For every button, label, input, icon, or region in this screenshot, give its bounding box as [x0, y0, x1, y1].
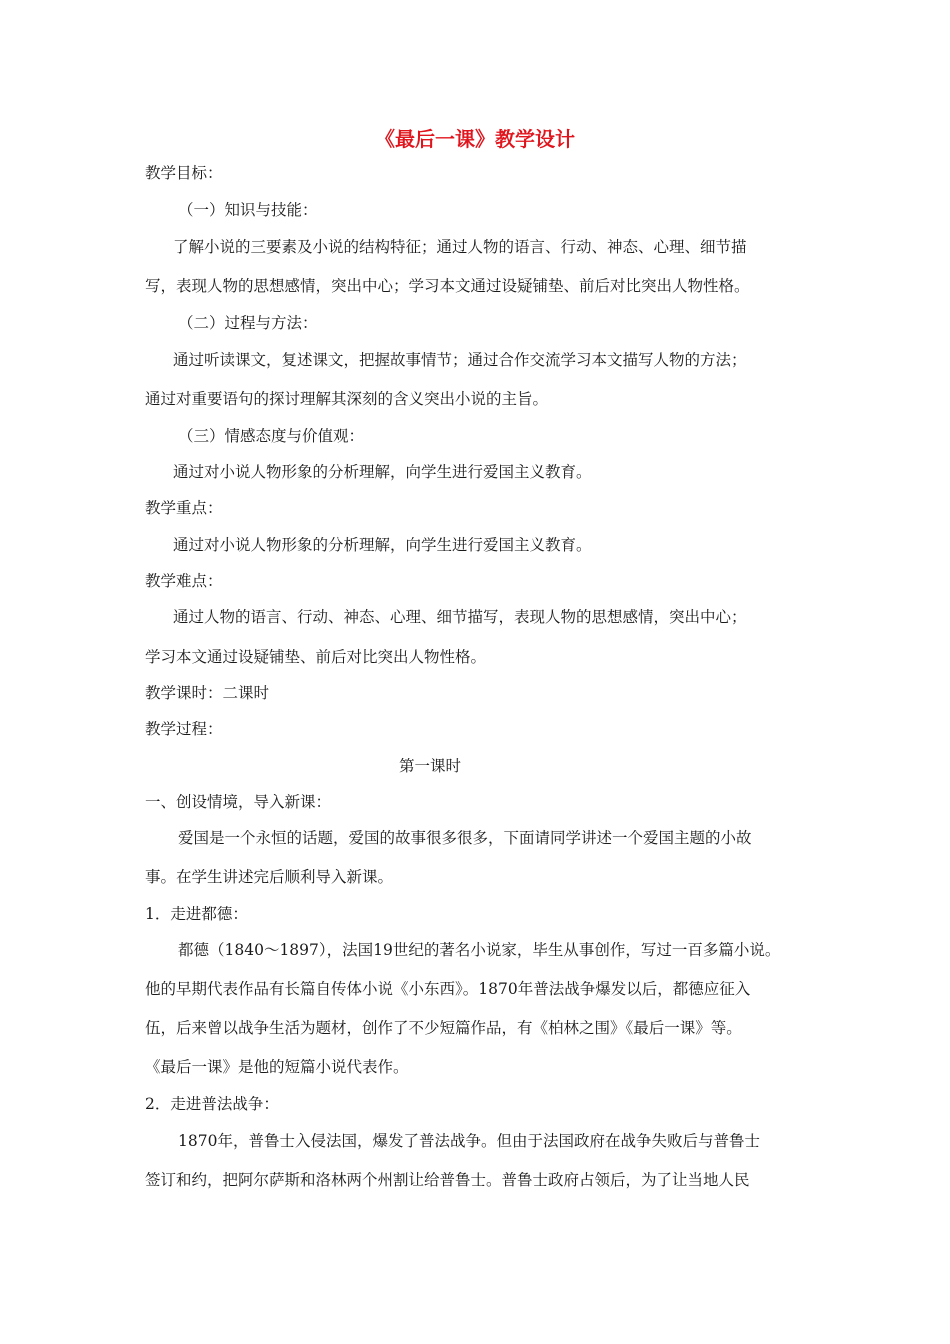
section-heading: 教学目标： — [145, 164, 223, 182]
paragraph-line: 都德（1840～1897），法国19世纪的著名小说家，毕生从事创作，写过一百多篇小说。 — [178, 941, 781, 959]
section-heading: 一、创设情境，导入新课： — [145, 793, 332, 811]
section-heading: 教学难点： — [145, 572, 223, 590]
paragraph-line: 了解小说的三要素及小说的结构特征；通过人物的语言、行动、神态、心理、细节描 — [173, 238, 747, 256]
paragraph-line: 通过对小说人物形象的分析理解，向学生进行爱国主义教育。 — [173, 536, 592, 554]
document-title: 《最后一课》教学设计 — [375, 127, 575, 151]
paragraph-line: 1870年，普鲁士入侵法国，爆发了普法战争。但由于法国政府在战争失败后与普鲁士 — [178, 1132, 760, 1150]
paragraph-line: 伍，后来曾以战争生活为题材，创作了不少短篇作品，有《柏林之围》《最后一课》等。 — [145, 1019, 742, 1037]
paragraph-line: 通过人物的语言、行动、神态、心理、细节描写，表现人物的思想感情，突出中心； — [173, 608, 747, 626]
paragraph-line: 《最后一课》是他的短篇小说代表作。 — [145, 1058, 409, 1076]
section-heading: 教学课时：二课时 — [145, 684, 270, 702]
paragraph-line: 通过听读课文，复述课文，把握故事情节；通过合作交流学习本文描写人物的方法； — [173, 351, 747, 369]
paragraph-line: 他的早期代表作品有长篇自传体小说《小东西》。1870年普法战争爆发以后，都德应征入 — [145, 980, 751, 998]
paragraph-line: 爱国是一个永恒的话题，爱国的故事很多很多，下面请同学讲述一个爱国主题的小故 — [178, 829, 752, 847]
lesson-heading: 第一课时 — [398, 757, 461, 775]
subsection-heading: （三）情感态度与价值观： — [178, 427, 365, 445]
paragraph-line: 写，表现人物的思想感情，突出中心；学习本文通过设疑铺垫、前后对比突出人物性格。 — [145, 277, 750, 295]
section-heading: 教学重点： — [145, 499, 223, 517]
paragraph-line: 签订和约，把阿尔萨斯和洛林两个州割让给普鲁士。普鲁士政府占领后，为了让当地人民 — [145, 1171, 750, 1189]
paragraph-line: 事。在学生讲述完后顺利导入新课。 — [145, 868, 394, 886]
subsection-heading: （二）过程与方法： — [178, 314, 318, 332]
subsection-heading: （一）知识与技能： — [178, 201, 318, 219]
numbered-heading: 1．走进都德： — [145, 905, 248, 923]
numbered-heading: 2．走进普法战争： — [145, 1095, 279, 1113]
paragraph-line: 学习本文通过设疑铺垫、前后对比突出人物性格。 — [145, 648, 487, 666]
paragraph-line: 通过对小说人物形象的分析理解，向学生进行爱国主义教育。 — [173, 463, 592, 481]
paragraph-line: 通过对重要语句的探讨理解其深刻的含义突出小说的主旨。 — [145, 390, 549, 408]
section-heading: 教学过程： — [145, 720, 223, 738]
